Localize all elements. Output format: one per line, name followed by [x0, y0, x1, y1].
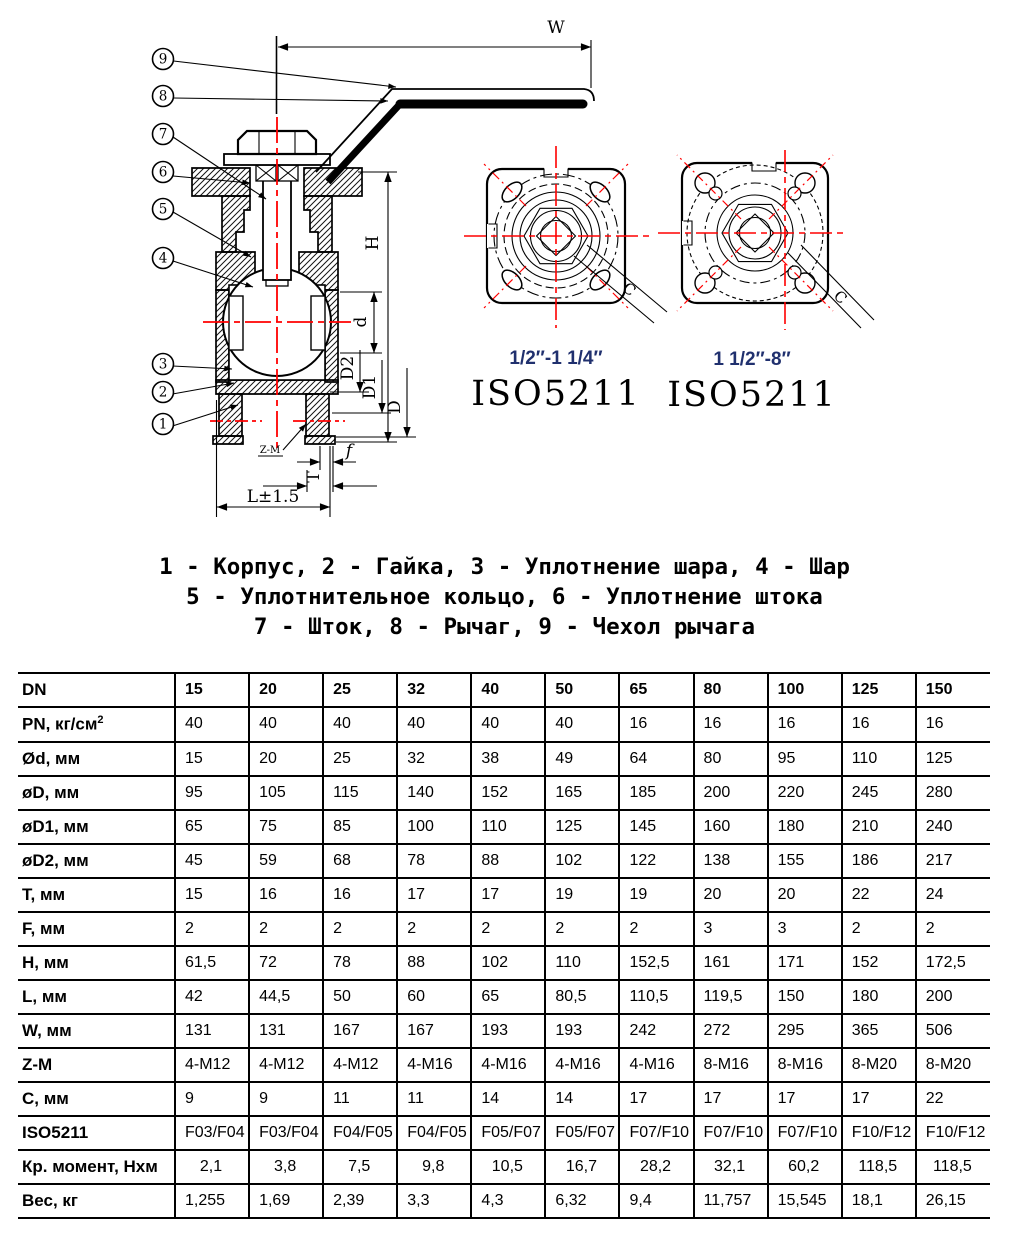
svg-text:5: 5 [158, 201, 168, 218]
spec-cell: 16 [916, 707, 990, 742]
spec-cell: 60,2 [768, 1150, 842, 1184]
row-label: ISO5211 [18, 1116, 175, 1150]
flange2-size-range: 1 1/2″-8″ [713, 349, 791, 370]
row-label: øD, мм [18, 776, 175, 810]
row-label: DN [18, 673, 175, 707]
spec-cell: 3,3 [397, 1184, 471, 1218]
spec-cell: 38 [471, 742, 545, 776]
spec-cell: 17 [842, 1082, 916, 1116]
spec-cell: 26,15 [916, 1184, 990, 1218]
row-label: F, мм [18, 912, 175, 946]
spec-cell: 150 [768, 980, 842, 1014]
table-row [18, 878, 990, 912]
table-row [18, 1048, 990, 1082]
dim-label-d: d [351, 316, 371, 328]
spec-cell: 61,5 [175, 946, 249, 980]
spec-cell: 186 [842, 844, 916, 878]
dim-label-h: H [363, 235, 383, 251]
spec-cell: F07/F10 [694, 1116, 768, 1150]
spec-cell: 8-M16 [694, 1048, 768, 1082]
row-label: øD2, мм [18, 844, 175, 878]
dim-label-l: L±1.5 [246, 487, 300, 507]
spec-cell: 17 [397, 878, 471, 912]
spec-cell: 88 [471, 844, 545, 878]
spec-cell: 49 [545, 742, 619, 776]
spec-cell: F10/F12 [842, 1116, 916, 1150]
spec-cell: 40 [175, 707, 249, 742]
spec-cell: 180 [842, 980, 916, 1014]
flange-view-2 [658, 150, 874, 330]
table-row [18, 912, 990, 946]
spec-cell: 171 [768, 946, 842, 980]
svg-text:7: 7 [158, 126, 168, 143]
spec-cell: 80,5 [545, 980, 619, 1014]
spec-cell: 24 [916, 878, 990, 912]
table-row [18, 980, 990, 1014]
parts-legend [0, 552, 1009, 642]
spec-cell: 122 [619, 844, 693, 878]
table-row [18, 1014, 990, 1048]
spec-cell: 102 [471, 946, 545, 980]
spec-cell: 16,7 [545, 1150, 619, 1184]
spec-cell: 160 [694, 810, 768, 844]
spec-cell: 16 [694, 707, 768, 742]
flange-foot-left [213, 436, 243, 444]
spec-cell: 152,5 [619, 946, 693, 980]
spec-cell: 506 [916, 1014, 990, 1048]
spec-cell: 15 [175, 742, 249, 776]
technical-drawing [0, 0, 1009, 535]
row-label: Кр. момент, Нхм [18, 1150, 175, 1184]
spec-cell: F10/F12 [916, 1116, 990, 1150]
spec-cell: 64 [619, 742, 693, 776]
spec-cell: 161 [694, 946, 768, 980]
spec-cell: 210 [842, 810, 916, 844]
spec-cell: 4-M16 [471, 1048, 545, 1082]
spec-cell: 145 [619, 810, 693, 844]
spec-cell: 88 [397, 946, 471, 980]
spec-cell: 1,69 [249, 1184, 323, 1218]
table-row [18, 1082, 990, 1116]
spec-cell: F04/F05 [397, 1116, 471, 1150]
spec-cell: 3,8 [249, 1150, 323, 1184]
spec-cell: 78 [323, 946, 397, 980]
spec-cell: 95 [768, 742, 842, 776]
spec-cell: 180 [768, 810, 842, 844]
spec-cell: 78 [397, 844, 471, 878]
spec-cell: 42 [175, 980, 249, 1014]
spec-cell: 152 [842, 946, 916, 980]
svg-text:9: 9 [158, 51, 168, 68]
flange-foot-right [305, 436, 335, 444]
spec-cell: 40 [545, 707, 619, 742]
spec-cell: 131 [175, 1014, 249, 1048]
spec-cell: 4-M16 [545, 1048, 619, 1082]
spec-cell: 3 [694, 912, 768, 946]
spec-cell: 80 [694, 673, 768, 707]
svg-text:3: 3 [158, 356, 168, 373]
legend-line-2: 5 - Уплотнительное кольцо, 6 - Уплотнение штока [186, 584, 823, 610]
spec-cell: 193 [545, 1014, 619, 1048]
spec-cell: 8-M20 [916, 1048, 990, 1082]
spec-cell: 17 [471, 878, 545, 912]
spec-cell: 22 [916, 1082, 990, 1116]
spec-cell: 2,39 [323, 1184, 397, 1218]
spec-cell: 9,4 [619, 1184, 693, 1218]
legend-line-1: 1 - Корпус, 2 - Гайка, 3 - Уплотнение шара, 4 - Шар [159, 554, 850, 580]
spec-cell: 4-M12 [323, 1048, 397, 1082]
spec-cell: 9 [175, 1082, 249, 1116]
dim-label-f: f [345, 441, 353, 461]
spec-cell: 65 [619, 673, 693, 707]
callout-2 [153, 382, 174, 403]
spec-cell: 2 [323, 912, 397, 946]
dim-label-d2: D2 [338, 355, 358, 381]
spec-cell: 245 [842, 776, 916, 810]
callout-3 [153, 354, 174, 375]
spec-cell: F07/F10 [768, 1116, 842, 1150]
spec-cell: 220 [768, 776, 842, 810]
spec-cell: 15 [175, 673, 249, 707]
row-label: L, мм [18, 980, 175, 1014]
spec-cell: 1,255 [175, 1184, 249, 1218]
spec-cell: 6,32 [545, 1184, 619, 1218]
row-label: T, мм [18, 878, 175, 912]
spec-cell: 25 [323, 673, 397, 707]
spec-cell: 110 [545, 946, 619, 980]
spec-cell: 118,5 [916, 1150, 990, 1184]
spec-cell: 193 [471, 1014, 545, 1048]
row-label: øD1, мм [18, 810, 175, 844]
spec-cell: 40 [249, 707, 323, 742]
callout-6 [153, 162, 174, 183]
spec-cell: 8-M16 [768, 1048, 842, 1082]
spec-cell: 217 [916, 844, 990, 878]
table-row [18, 1116, 990, 1150]
spec-cell: 365 [842, 1014, 916, 1048]
bonnet-right [304, 196, 332, 252]
spec-cell: 2 [842, 912, 916, 946]
spec-cell: 40 [471, 673, 545, 707]
spec-cell: 50 [545, 673, 619, 707]
spec-cell: 119,5 [694, 980, 768, 1014]
spec-cell: 167 [397, 1014, 471, 1048]
dim-label-d1: D1 [360, 374, 380, 400]
spec-cell: 32 [397, 673, 471, 707]
spec-cell: F04/F05 [323, 1116, 397, 1150]
spec-cell: 125 [545, 810, 619, 844]
end-connector-left [219, 394, 242, 436]
spec-cell: 110,5 [619, 980, 693, 1014]
spec-cell: 131 [249, 1014, 323, 1048]
dim-label-zm: Z-M [259, 445, 281, 456]
spec-cell: 16 [619, 707, 693, 742]
spec-table-body [18, 673, 990, 1218]
spec-cell: 80 [694, 742, 768, 776]
callout-7 [153, 124, 174, 145]
spec-cell: 20 [768, 878, 842, 912]
spec-cell: F05/F07 [471, 1116, 545, 1150]
ball-seat-right [311, 296, 325, 350]
ball-seat-left [229, 296, 243, 350]
spec-cell: 280 [916, 776, 990, 810]
spec-cell: 75 [249, 810, 323, 844]
spec-cell: 16 [842, 707, 916, 742]
spec-cell: 45 [175, 844, 249, 878]
row-label: Вес, кг [18, 1184, 175, 1218]
spec-cell: 118,5 [842, 1150, 916, 1184]
callout-8 [153, 86, 174, 107]
spec-cell: F07/F10 [619, 1116, 693, 1150]
row-label: W, мм [18, 1014, 175, 1048]
spec-cell: 25 [323, 742, 397, 776]
spec-cell: 240 [916, 810, 990, 844]
spec-cell: 40 [471, 707, 545, 742]
spec-cell: 2 [397, 912, 471, 946]
spec-cell: 3 [768, 912, 842, 946]
spec-cell: 150 [916, 673, 990, 707]
dim-label-dd: D [385, 400, 405, 414]
row-label: Z-M [18, 1048, 175, 1082]
spec-cell: 20 [249, 673, 323, 707]
spec-cell: 50 [323, 980, 397, 1014]
table-row [18, 1150, 990, 1184]
spec-cell: 295 [768, 1014, 842, 1048]
spec-cell: 125 [916, 742, 990, 776]
spec-cell: 8-M20 [842, 1048, 916, 1082]
spec-cell: 140 [397, 776, 471, 810]
spec-cell: 19 [545, 878, 619, 912]
spec-cell: 2 [916, 912, 990, 946]
table-row [18, 810, 990, 844]
spec-table [18, 672, 990, 1219]
legend-line-3: 7 - Шток, 8 - Рычаг, 9 - Чехол рычага [253, 614, 756, 640]
spec-cell: 65 [471, 980, 545, 1014]
spec-cell: 102 [545, 844, 619, 878]
callout-1 [153, 414, 174, 435]
spec-cell: 110 [471, 810, 545, 844]
spec-cell: 60 [397, 980, 471, 1014]
spec-cell: 11,757 [694, 1184, 768, 1218]
spec-cell: 32,1 [694, 1150, 768, 1184]
spec-cell: 9 [249, 1082, 323, 1116]
table-row [18, 946, 990, 980]
spec-cell: 16 [768, 707, 842, 742]
dim-label-t: T [304, 471, 324, 483]
spec-cell: 14 [545, 1082, 619, 1116]
spec-cell: 19 [619, 878, 693, 912]
spec-cell: 20 [694, 878, 768, 912]
table-row [18, 776, 990, 810]
spec-cell: 125 [842, 673, 916, 707]
flange1-standard: ISO5211 [471, 374, 641, 414]
spec-cell: 2,1 [175, 1150, 249, 1184]
spec-cell: 68 [323, 844, 397, 878]
spec-cell: 17 [619, 1082, 693, 1116]
spec-cell: 11 [323, 1082, 397, 1116]
spec-cell: 11 [397, 1082, 471, 1116]
bonnet-left [222, 196, 250, 252]
spec-cell: 167 [323, 1014, 397, 1048]
spec-cell: 40 [323, 707, 397, 742]
spec-cell: 17 [768, 1082, 842, 1116]
flange1-size-range: 1/2″-1 1/4″ [509, 348, 603, 369]
spec-cell: 100 [768, 673, 842, 707]
spec-cell: 72 [249, 946, 323, 980]
svg-text:4: 4 [158, 250, 168, 267]
spec-cell: 155 [768, 844, 842, 878]
spec-cell: 28,2 [619, 1150, 693, 1184]
spec-cell: 138 [694, 844, 768, 878]
spec-cell: 9,8 [397, 1150, 471, 1184]
spec-cell: 2 [175, 912, 249, 946]
svg-text:2: 2 [158, 384, 168, 401]
spec-cell: 4-M16 [397, 1048, 471, 1082]
spec-cell: 95 [175, 776, 249, 810]
end-connector-right [306, 394, 329, 436]
spec-cell: 4-M12 [249, 1048, 323, 1082]
callout-9 [153, 49, 174, 70]
spec-cell: 200 [694, 776, 768, 810]
callout-4 [153, 248, 174, 269]
spec-cell: 2 [249, 912, 323, 946]
flange2-standard: ISO5211 [667, 375, 837, 415]
spec-cell: 44,5 [249, 980, 323, 1014]
dim-label-c1: C [619, 278, 640, 300]
svg-text:8: 8 [158, 88, 168, 105]
row-label: H, мм [18, 946, 175, 980]
svg-text:1: 1 [158, 416, 168, 433]
spec-cell: 22 [842, 878, 916, 912]
row-label: Ød, мм [18, 742, 175, 776]
spec-cell: 165 [545, 776, 619, 810]
spec-cell: 4,3 [471, 1184, 545, 1218]
spec-cell: 85 [323, 810, 397, 844]
spec-cell: F03/F04 [175, 1116, 249, 1150]
table-row [18, 742, 990, 776]
spec-cell: 272 [694, 1014, 768, 1048]
table-row [18, 844, 990, 878]
spec-cell: 105 [249, 776, 323, 810]
spec-cell: 40 [397, 707, 471, 742]
flange-view-1 [464, 146, 667, 328]
spec-cell: 14 [471, 1082, 545, 1116]
spec-cell: 16 [323, 878, 397, 912]
spec-cell: 4-M16 [619, 1048, 693, 1082]
table-row [18, 673, 990, 707]
spec-cell: F03/F04 [249, 1116, 323, 1150]
dim-label-c2: C [830, 286, 851, 308]
callout-5 [153, 199, 174, 220]
spec-cell: 152 [471, 776, 545, 810]
spec-cell: 20 [249, 742, 323, 776]
spec-cell: 100 [397, 810, 471, 844]
spec-cell: 200 [916, 980, 990, 1014]
spec-cell: 32 [397, 742, 471, 776]
spec-cell: 10,5 [471, 1150, 545, 1184]
spec-cell: 115 [323, 776, 397, 810]
table-row [18, 1184, 990, 1218]
dim-label-w: W [547, 18, 565, 38]
spec-cell: 65 [175, 810, 249, 844]
svg-text:6: 6 [158, 164, 168, 181]
spec-cell: 17 [694, 1082, 768, 1116]
spec-cell: 4-M12 [175, 1048, 249, 1082]
row-label: PN, $кг/см^2$ [18, 707, 175, 742]
spec-cell: 2 [619, 912, 693, 946]
spec-cell: 15,545 [768, 1184, 842, 1218]
spec-cell: 110 [842, 742, 916, 776]
table-row [18, 707, 990, 742]
spec-cell: 2 [471, 912, 545, 946]
spec-cell: 18,1 [842, 1184, 916, 1218]
spec-cell: F05/F07 [545, 1116, 619, 1150]
row-label: C, мм [18, 1082, 175, 1116]
spec-cell: 242 [619, 1014, 693, 1048]
spec-cell: 15 [175, 878, 249, 912]
spec-cell: 2 [545, 912, 619, 946]
spec-cell: 7,5 [323, 1150, 397, 1184]
spec-cell: 16 [249, 878, 323, 912]
spec-cell: 59 [249, 844, 323, 878]
spec-cell: 185 [619, 776, 693, 810]
spec-cell: 172,5 [916, 946, 990, 980]
